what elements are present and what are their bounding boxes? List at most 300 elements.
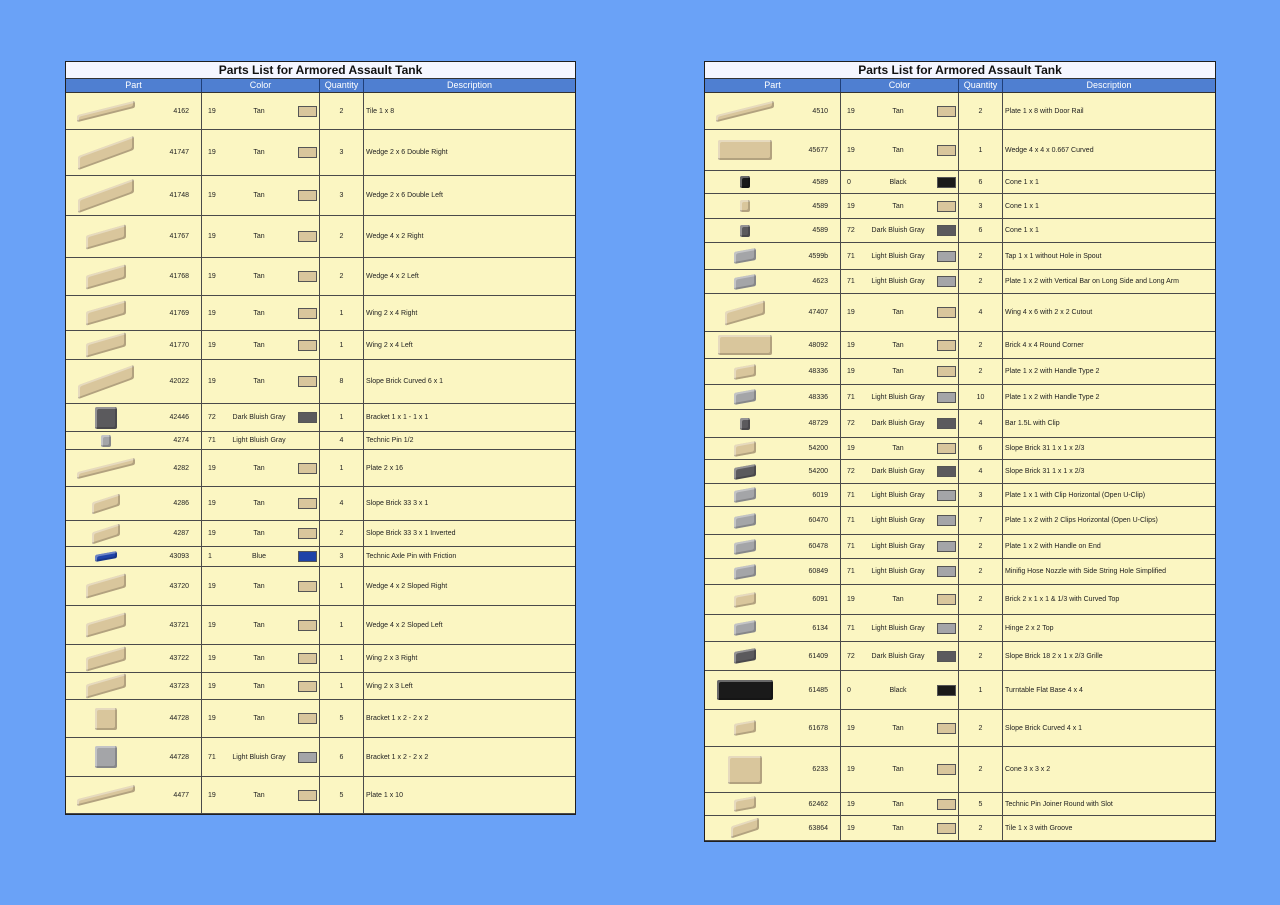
quantity-cell: 2 [959,93,1003,129]
color-swatch [298,463,317,474]
parts-rows [705,93,1215,841]
color-id: 19 [847,724,855,732]
color-name: Light Bluish Gray [871,278,925,285]
color-swatch [937,251,956,262]
color-swatch [937,823,956,834]
description-cell: Plate 1 x 2 with Handle Type 2 [1005,393,1100,401]
color-name: Tan [892,724,904,732]
part-cell [66,216,202,257]
brick-icon [734,389,756,405]
color-name: Tan [892,596,904,603]
table-row [66,432,575,450]
table-row [66,216,575,258]
color-id: 19 [847,107,855,115]
table-row [705,243,1215,270]
part-image [70,738,142,776]
color-id: 19 [847,146,855,154]
sheet-title: Parts List for Armored Assault Tank [66,62,575,79]
color-swatch [298,752,317,763]
part-image [709,294,781,331]
part-cell [66,777,202,813]
color-cell [202,258,320,295]
description-cell: Technic Axle Pin with Friction [366,553,457,560]
table-row [705,642,1215,671]
color-id: 19 [208,621,216,629]
color-cell [841,194,959,218]
part-image [70,258,142,295]
table-row [705,793,1215,816]
table-row [705,385,1215,410]
color-id: 19 [208,341,216,349]
description-cell: Cone 1 x 1 [1005,227,1039,234]
description-cell: Wing 2 x 3 Right [366,655,418,662]
part-number: 43722 [169,655,189,662]
part-image [70,130,142,175]
color-name: Light Bluish Gray [871,543,925,550]
part-number: 4599b [808,252,828,260]
color-name: Tan [253,500,265,507]
part-cell [66,547,202,566]
color-name: Tan [253,107,265,115]
brick-icon [734,720,756,736]
quantity-cell: 3 [959,484,1003,506]
quantity-cell: 2 [959,710,1003,746]
table-row [66,567,575,606]
brick-icon [728,756,762,784]
part-image [709,710,781,746]
part-cell [66,606,202,644]
color-cell [841,219,959,242]
color-swatch [298,790,317,801]
color-cell [841,710,959,746]
part-cell [705,93,841,129]
quantity-cell: 7 [959,507,1003,534]
description-cell: Slope Brick 18 2 x 1 x 2/3 Grille [1005,652,1103,660]
color-cell [202,296,320,330]
brick-icon [740,176,750,188]
quantity-cell: 6 [959,219,1003,242]
part-cell [66,700,202,737]
brick-icon [92,523,120,544]
quantity-cell: 2 [320,258,364,295]
color-cell [841,816,959,840]
color-cell [202,130,320,175]
color-swatch [298,308,317,319]
description-cell: Cone 3 x 3 x 2 [1005,766,1051,773]
color-id: 71 [847,543,855,550]
part-number: 6233 [812,766,828,773]
part-image [709,171,781,193]
description-cell: Cone 1 x 1 [1005,178,1039,186]
part-image [709,332,781,358]
color-cell [202,700,320,737]
brick-icon [78,364,134,398]
quantity-cell: 5 [320,777,364,813]
column-header-row [66,79,575,93]
part-cell [705,484,841,506]
color-name: Dark Bluish Gray [871,420,925,427]
part-cell [705,615,841,641]
color-id: 19 [847,341,855,349]
table-row [66,547,575,567]
part-cell [66,450,202,486]
part-cell [66,130,202,175]
color-cell [202,738,320,776]
part-cell [705,585,841,614]
description-cell: Plate 1 x 2 with Handle Type 2 [1005,368,1100,375]
table-row [705,438,1215,460]
color-cell [841,332,959,358]
brick-icon [734,620,756,636]
header-part: Part [66,79,202,92]
color-swatch [937,799,956,810]
part-number: 4623 [812,278,828,285]
color-name: Light Bluish Gray [871,517,925,524]
color-swatch [937,225,956,236]
color-cell [202,404,320,431]
part-image [709,793,781,815]
color-cell [202,176,320,215]
part-cell [705,130,841,170]
color-name: Light Bluish Gray [871,568,925,575]
part-number: 4274 [173,437,189,444]
color-cell [841,460,959,483]
color-cell [841,410,959,437]
part-cell [66,738,202,776]
part-image [70,432,142,449]
brick-icon [734,592,756,608]
part-cell [705,410,841,437]
color-cell [202,567,320,605]
color-id: 19 [208,791,216,799]
brick-icon [731,817,759,838]
part-cell [66,645,202,672]
table-row [66,521,575,547]
color-id: 72 [208,414,216,421]
part-image [70,93,142,129]
table-row [705,585,1215,615]
color-name: Tan [892,202,904,210]
color-swatch [298,340,317,351]
header-color: Color [841,79,959,92]
header-description: Description [1086,80,1132,90]
color-swatch [937,490,956,501]
part-number: 6091 [812,596,828,603]
description-cell: Slope Brick Curved 6 x 1 [366,378,444,385]
color-cell [202,216,320,257]
brick-icon [718,335,772,355]
color-swatch [298,147,317,158]
quantity-cell: 2 [959,359,1003,384]
table-row [66,673,575,700]
part-number: 41747 [169,149,189,156]
color-swatch [937,201,956,212]
header-part: Part [705,79,841,92]
color-name: Light Bluish Gray [871,491,925,499]
brick-icon [77,100,135,121]
part-cell [705,270,841,293]
color-cell [841,671,959,709]
part-image [709,93,781,129]
color-name: Black [889,686,907,694]
table-row [705,410,1215,438]
description-cell: Wing 2 x 4 Right [366,309,418,317]
quantity-cell: 1 [959,130,1003,170]
part-number: 42446 [169,414,189,421]
table-row [66,645,575,673]
brick-icon [95,551,117,562]
table-row [66,130,575,176]
color-swatch [298,581,317,592]
description-cell: Bracket 1 x 1 - 1 x 1 [366,414,429,421]
quantity-cell: 4 [320,487,364,520]
color-swatch [298,271,317,282]
quantity-cell: 2 [959,270,1003,293]
brick-icon [734,464,756,480]
part-number: 47407 [808,309,828,316]
part-image [709,219,781,242]
color-swatch [937,145,956,156]
color-swatch [298,681,317,692]
part-number: 60478 [808,543,828,550]
color-cell [841,294,959,331]
color-swatch [937,685,956,696]
table-row [705,332,1215,359]
part-image [70,296,142,330]
table-row [66,450,575,487]
brick-icon [718,140,772,160]
brick-icon [734,248,756,264]
color-name: Tan [892,341,904,349]
color-id: 71 [847,624,855,632]
quantity-cell: 2 [320,216,364,257]
color-cell [841,385,959,409]
color-name: Black [889,178,907,186]
color-id: 71 [847,568,855,575]
color-id: 19 [208,107,216,115]
description-cell: Slope Brick 33 3 x 1 Inverted [366,530,456,537]
description-cell: Wing 2 x 3 Left [366,682,413,690]
brick-icon [86,612,126,637]
brick-icon [86,300,126,325]
part-image [70,567,142,605]
brick-icon [734,364,756,380]
color-id: 71 [847,517,855,524]
color-cell [202,450,320,486]
part-number: 62462 [808,800,828,808]
color-id: 19 [847,766,855,773]
description-cell: Wedge 4 x 4 x 0.667 Curved [1005,146,1094,154]
brick-icon [725,300,765,325]
quantity-cell: 1 [959,671,1003,709]
part-image [709,194,781,218]
quantity-cell: 2 [959,585,1003,614]
part-cell [705,460,841,483]
part-number: 41768 [169,273,189,280]
quantity-cell: 2 [959,243,1003,269]
color-swatch [937,276,956,287]
quantity-cell: 3 [959,194,1003,218]
parts-list-sheet-right [704,61,1216,842]
part-number: 63864 [808,824,828,832]
part-number: 4162 [173,107,189,115]
part-cell [705,332,841,358]
color-id: 19 [847,202,855,210]
part-cell [66,673,202,699]
part-cell [705,559,841,584]
part-cell [66,360,202,403]
part-number: 4589 [812,202,828,210]
color-id: 19 [847,824,855,832]
part-number: 4477 [173,791,189,799]
part-image [70,547,142,566]
color-id: 71 [847,278,855,285]
color-swatch [937,723,956,734]
color-name: Tan [253,341,265,349]
description-cell: Hinge 2 x 2 Top [1005,624,1054,632]
color-id: 71 [847,393,855,401]
color-id: 72 [847,468,855,475]
quantity-cell: 10 [959,385,1003,409]
color-swatch [937,594,956,605]
color-cell [202,331,320,359]
color-swatch [298,376,317,387]
description-cell: Technic Pin 1/2 [366,437,414,444]
part-image [709,615,781,641]
part-cell [705,294,841,331]
table-row [66,404,575,432]
color-id: 19 [208,682,216,690]
color-id: 19 [208,715,216,722]
part-number: 61485 [808,686,828,694]
part-image [70,673,142,699]
quantity-cell: 2 [320,93,364,129]
quantity-cell: 4 [959,294,1003,331]
description-cell: Tile 1 x 8 [366,107,395,115]
description-cell: Slope Brick 31 1 x 1 x 2/3 [1005,445,1085,452]
part-number: 43093 [169,553,189,560]
color-cell [841,535,959,558]
part-image [709,385,781,409]
color-name: Dark Bluish Gray [232,414,286,421]
part-number: 42022 [169,378,189,385]
part-cell [705,507,841,534]
color-swatch [298,106,317,117]
color-name: Tan [892,107,904,115]
quantity-cell: 4 [320,432,364,449]
brick-icon [734,539,756,555]
quantity-cell: 5 [320,700,364,737]
color-id: 19 [208,582,216,590]
quantity-cell: 6 [959,438,1003,459]
brick-icon [86,673,126,698]
color-id: 19 [208,309,216,317]
table-row [705,460,1215,484]
quantity-cell: 1 [320,567,364,605]
part-cell [705,642,841,670]
description-cell: Wing 2 x 4 Left [366,341,413,349]
table-row [66,93,575,130]
brick-icon [86,573,126,598]
color-swatch [298,231,317,242]
brick-icon [86,264,126,289]
color-name: Tan [253,149,265,156]
brick-icon [95,746,117,768]
description-cell: Slope Brick 33 3 x 1 [366,500,429,507]
color-name: Tan [892,146,904,154]
part-cell [66,521,202,546]
color-name: Tan [253,655,265,662]
color-cell [841,359,959,384]
part-number: 54200 [808,468,828,475]
color-name: Tan [253,378,265,385]
part-image [70,487,142,520]
description-cell: Plate 1 x 2 with Vertical Bar on Long Side and Long Arm [1005,278,1179,285]
color-name: Tan [253,621,265,629]
description-cell: Plate 2 x 16 [366,464,403,472]
part-number: 41767 [169,233,189,240]
part-cell [66,176,202,215]
header-color: Color [202,79,320,92]
color-cell [841,793,959,815]
part-image [709,816,781,840]
color-name: Light Bluish Gray [871,624,925,632]
description-cell: Wedge 2 x 6 Double Left [366,192,443,199]
description-cell: Wing 4 x 6 with 2 x 2 Cutout [1005,309,1093,316]
color-cell [841,615,959,641]
color-name: Light Bluish Gray [871,252,925,260]
brick-icon [92,493,120,514]
color-cell [841,642,959,670]
quantity-cell: 1 [320,673,364,699]
color-id: 71 [847,491,855,499]
table-row [705,294,1215,332]
color-cell [202,521,320,546]
color-swatch [937,418,956,429]
table-row [705,507,1215,535]
color-id: 72 [847,420,855,427]
description-cell: Bar 1.5L with Clip [1005,420,1060,427]
color-id: 19 [208,530,216,537]
quantity-cell: 8 [320,360,364,403]
brick-icon [740,418,750,430]
quantity-cell: 3 [320,130,364,175]
quantity-cell: 2 [959,559,1003,584]
color-swatch [937,366,956,377]
part-image [709,559,781,584]
color-cell [841,438,959,459]
part-cell [66,331,202,359]
part-image [70,606,142,644]
part-image [709,671,781,709]
part-image [709,460,781,483]
description-cell: Wedge 4 x 2 Sloped Right [366,582,448,590]
quantity-cell: 2 [320,521,364,546]
part-cell [66,487,202,520]
part-cell [705,671,841,709]
color-cell [202,777,320,813]
parts-list-sheet-left [65,61,576,815]
part-number: 4287 [173,530,189,537]
part-number: 4286 [173,500,189,507]
color-swatch [298,190,317,201]
color-swatch [298,620,317,631]
part-cell [705,219,841,242]
part-image [709,270,781,293]
color-cell [841,93,959,129]
color-id: 19 [208,655,216,662]
color-name: Tan [253,192,265,199]
